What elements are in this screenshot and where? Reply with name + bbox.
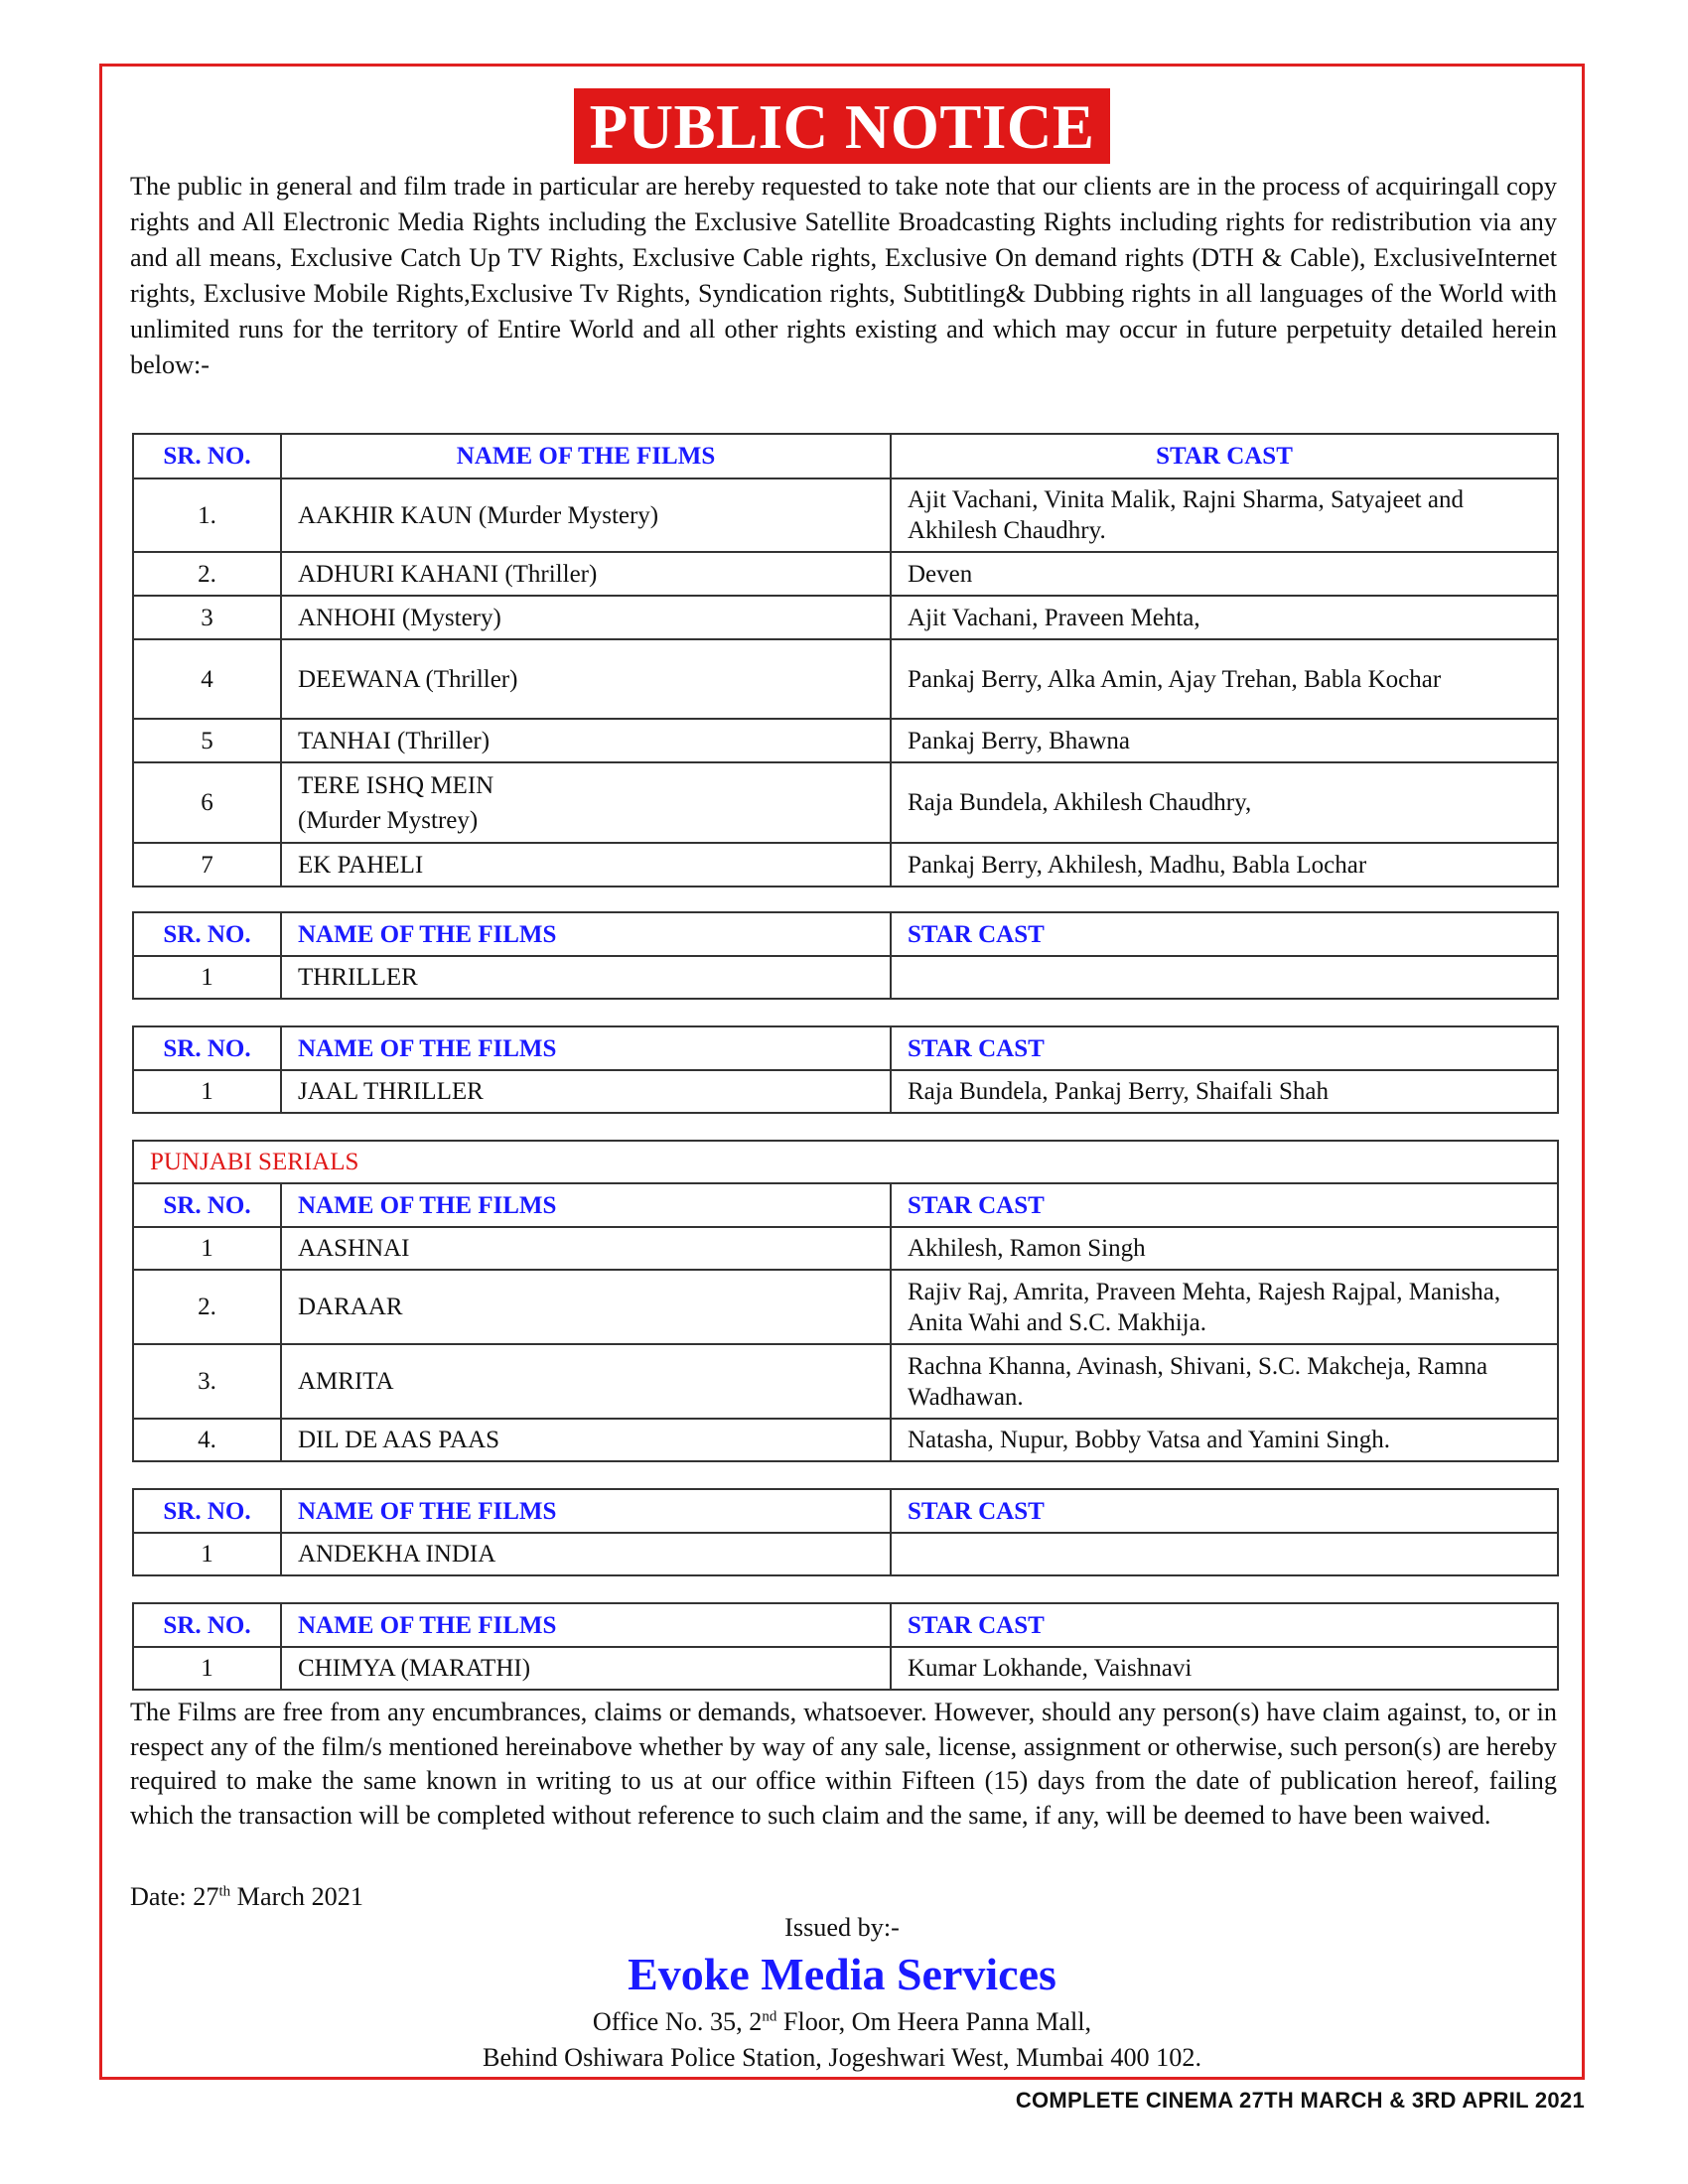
header-name: NAME OF THE FILMS bbox=[281, 912, 891, 956]
table-row bbox=[133, 956, 1558, 999]
film-name-cell: CHIMYA (MARATHI) bbox=[281, 1647, 891, 1690]
table-row bbox=[133, 639, 1558, 719]
header-name: NAME OF THE FILMS bbox=[281, 1489, 891, 1533]
cast-cell: Raja Bundela, Akhilesh Chaudhry, bbox=[891, 762, 1558, 843]
film-name-cell bbox=[281, 762, 891, 843]
cast-cell: Pankaj Berry, Alka Amin, Ajay Trehan, Babla Kochar bbox=[891, 639, 1558, 719]
sr-cell: 4 bbox=[133, 639, 281, 719]
header-name: NAME OF THE FILMS bbox=[281, 1603, 891, 1647]
film-name-line: TERE ISHQ MEIN bbox=[298, 771, 494, 799]
header-cast: STAR CAST bbox=[891, 1183, 1558, 1227]
issued-by-label: Issued by:- bbox=[784, 1913, 900, 1942]
sr-cell: 1 bbox=[133, 1070, 281, 1113]
film-name-cell: AASHNAI bbox=[281, 1227, 891, 1270]
header-cast: STAR CAST bbox=[891, 434, 1558, 478]
film-name-line: (Murder Mystrey) bbox=[298, 806, 479, 834]
film-name-cell: TANHAI (Thriller) bbox=[281, 719, 891, 762]
sr-cell: 7 bbox=[133, 843, 281, 887]
section-row bbox=[133, 1141, 1558, 1183]
cast-cell: Natasha, Nupur, Bobby Vatsa and Yamini Singh. bbox=[891, 1419, 1558, 1461]
notice-frame bbox=[99, 64, 1585, 2080]
films-table-2 bbox=[132, 911, 1559, 1000]
intro-paragraph: The public in general and film trade in particular are hereby requested to take note that our clients are in the process of acquiringall copy rights and All Electronic Media Rights including the Exclusive Satellite Broadcasting Rights including rights for redistribution via any and all means, Exclusive Catch Up TV Rights, Exclusive Cable rights, Exclusive On demand rights (DTH & Cable), ExclusiveInternet rights, Exclusive Mobile Rights,Exclusive Tv Rights, Syndication rights, Subtitling& Dubbing rights in all languages of the World with unlimited runs for the territory of Entire World and all other rights existing and which may occur in future perpetuity detailed herein below:- bbox=[130, 172, 1557, 379]
film-name-cell: DIL DE AAS PAAS bbox=[281, 1419, 891, 1461]
cast-cell: Ajit Vachani, Praveen Mehta, bbox=[891, 596, 1558, 639]
table-row bbox=[133, 1070, 1558, 1113]
table-header-row bbox=[133, 1489, 1558, 1533]
film-name-cell: AMRITA bbox=[281, 1344, 891, 1419]
cast-cell: Ajit Vachani, Vinita Malik, Rajni Sharma, Satyajeet and Akhilesh Chaudhry. bbox=[891, 478, 1558, 552]
notice-title: PUBLIC NOTICE bbox=[574, 88, 1111, 164]
table-row bbox=[133, 552, 1558, 596]
films-table-punjabi bbox=[132, 1140, 1559, 1462]
table-row bbox=[133, 1344, 1558, 1419]
cast-cell: Akhilesh, Ramon Singh bbox=[891, 1227, 1558, 1270]
table-header-row bbox=[133, 1026, 1558, 1070]
header-cast: STAR CAST bbox=[891, 1489, 1558, 1533]
table-row bbox=[133, 1533, 1558, 1575]
cast-cell: Raja Bundela, Pankaj Berry, Shaifali Shah bbox=[891, 1070, 1558, 1113]
table-row bbox=[133, 1647, 1558, 1690]
film-name-cell: DEEWANA (Thriller) bbox=[281, 639, 891, 719]
cast-cell bbox=[891, 1533, 1558, 1575]
header-sr: SR. NO. bbox=[133, 1183, 281, 1227]
film-name-cell: EK PAHELI bbox=[281, 843, 891, 887]
film-name-cell: AAKHIR KAUN (Murder Mystery) bbox=[281, 478, 891, 552]
table-row bbox=[133, 1227, 1558, 1270]
table-row bbox=[133, 762, 1558, 843]
cast-cell: Pankaj Berry, Bhawna bbox=[891, 719, 1558, 762]
sr-cell: 6 bbox=[133, 762, 281, 843]
sr-cell: 1. bbox=[133, 478, 281, 552]
header-sr: SR. NO. bbox=[133, 1603, 281, 1647]
film-name-cell: ANHOHI (Mystery) bbox=[281, 596, 891, 639]
table-row bbox=[133, 1270, 1558, 1344]
sr-cell: 2. bbox=[133, 552, 281, 596]
notice-date: Date: 27th March 2021 bbox=[130, 1882, 363, 1911]
films-table-6 bbox=[132, 1602, 1559, 1691]
film-name-cell: DARAAR bbox=[281, 1270, 891, 1344]
table-row bbox=[133, 843, 1558, 887]
table-row bbox=[133, 596, 1558, 639]
table-header-row bbox=[133, 912, 1558, 956]
section-label-punjabi: PUNJABI SERIALS bbox=[133, 1141, 1558, 1183]
table-row bbox=[133, 719, 1558, 762]
header-name: NAME OF THE FILMS bbox=[281, 1183, 891, 1227]
header-sr: SR. NO. bbox=[133, 1026, 281, 1070]
cast-cell: Pankaj Berry, Akhilesh, Madhu, Babla Lochar bbox=[891, 843, 1558, 887]
header-sr: SR. NO. bbox=[133, 434, 281, 478]
header-cast: STAR CAST bbox=[891, 1603, 1558, 1647]
cast-cell: Rajiv Raj, Amrita, Praveen Mehta, Rajesh Rajpal, Manisha, Anita Wahi and S.C. Makhija. bbox=[891, 1270, 1558, 1344]
sr-cell: 3. bbox=[133, 1344, 281, 1419]
table-header-row bbox=[133, 1183, 1558, 1227]
cast-cell: Kumar Lokhande, Vaishnavi bbox=[891, 1647, 1558, 1690]
sr-cell: 2. bbox=[133, 1270, 281, 1344]
cast-cell bbox=[891, 956, 1558, 999]
table-row bbox=[133, 478, 1558, 552]
sr-cell: 1 bbox=[133, 1227, 281, 1270]
header-name: NAME OF THE FILMS bbox=[281, 1026, 891, 1070]
sr-cell: 4. bbox=[133, 1419, 281, 1461]
sr-cell: 1 bbox=[133, 1533, 281, 1575]
sr-cell: 1 bbox=[133, 1647, 281, 1690]
cast-cell: Deven bbox=[891, 552, 1558, 596]
table-row bbox=[133, 1419, 1558, 1461]
table-header-row bbox=[133, 1603, 1558, 1647]
films-table-5 bbox=[132, 1488, 1559, 1576]
film-name-cell: ADHURI KAHANI (Thriller) bbox=[281, 552, 891, 596]
header-sr: SR. NO. bbox=[133, 912, 281, 956]
publication-footer: COMPLETE CINEMA 27TH MARCH & 3RD APRIL 2021 bbox=[1015, 2088, 1585, 2113]
films-table-3 bbox=[132, 1025, 1559, 1114]
films-table-1 bbox=[132, 433, 1559, 887]
cast-cell: Rachna Khanna, Avinash, Shivani, S.C. Makcheja, Ramna Wadhawan. bbox=[891, 1344, 1558, 1419]
sr-cell: 1 bbox=[133, 956, 281, 999]
sr-cell: 3 bbox=[133, 596, 281, 639]
sr-cell: 5 bbox=[133, 719, 281, 762]
film-name-cell: JAAL THRILLER bbox=[281, 1070, 891, 1113]
header-sr: SR. NO. bbox=[133, 1489, 281, 1533]
closing-paragraph: The Films are free from any encumbrances, claims or demands, whatsoever. However, should any person(s) have claim against, to, or in respect any of the film/s mentioned hereinabove whether by way of any sale, license, assignment or otherwise, such person(s) are hereby required to make the same known in writing to us at our office within Fifteen (15) days from the date of publication hereof, failing which the transaction will be completed without reference to such claim and the same, if any, will be deemed to have been waived. bbox=[130, 1698, 1557, 1830]
table-header-row bbox=[133, 434, 1558, 478]
address-line-2: Behind Oshiwara Police Station, Jogeshwari West, Mumbai 400 102. bbox=[482, 2043, 1202, 2072]
header-cast: STAR CAST bbox=[891, 1026, 1558, 1070]
film-name-cell: ANDEKHA INDIA bbox=[281, 1533, 891, 1575]
header-name: NAME OF THE FILMS bbox=[281, 434, 891, 478]
address-line-1: Office No. 35, 2nd Floor, Om Heera Panna Mall, bbox=[592, 2007, 1092, 2036]
header-cast: STAR CAST bbox=[891, 912, 1558, 956]
organization-name: Evoke Media Services bbox=[628, 1949, 1056, 1999]
film-name-cell: THRILLER bbox=[281, 956, 891, 999]
